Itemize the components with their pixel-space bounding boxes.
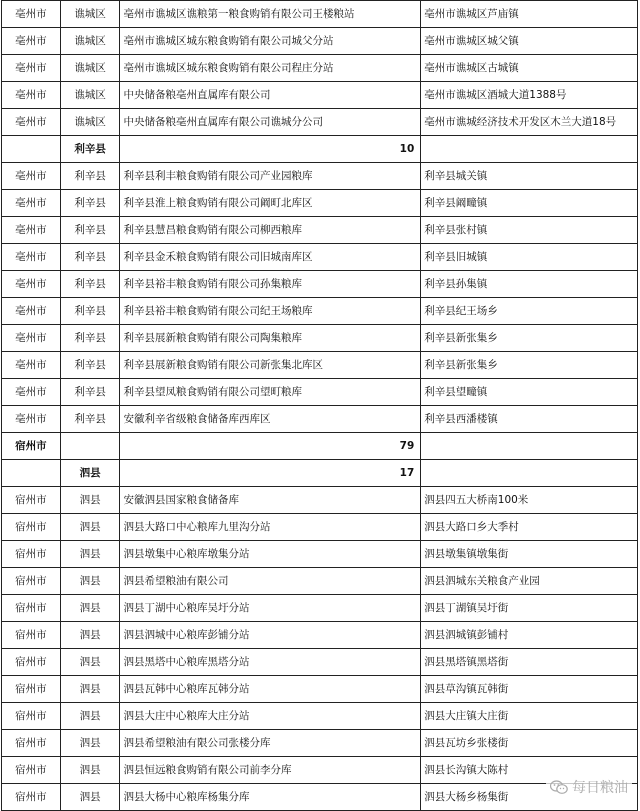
depot-name-cell: 泗县希望粮油有限公司	[120, 568, 421, 595]
depot-name-cell: 利辛县展新粮食购销有限公司陶集粮库	[120, 325, 421, 352]
county-cell: 利辛县	[60, 190, 120, 217]
county-cell: 利辛县	[60, 163, 120, 190]
watermark	[546, 776, 632, 798]
county-cell: 泗县	[60, 622, 120, 649]
depot-count-cell: 79	[120, 433, 421, 460]
table-row	[2, 1, 638, 28]
table-row	[2, 271, 638, 298]
depot-name-cell: 中央储备粮亳州直属库有限公司	[120, 82, 421, 109]
table-row	[2, 298, 638, 325]
grain-depot-table	[1, 0, 638, 811]
county-cell: 谯城区	[60, 1, 120, 28]
table-row	[2, 55, 638, 82]
city-cell: 宿州市	[2, 730, 61, 757]
depot-name-cell: 利辛县望凤粮食购销有限公司望町粮库	[120, 379, 421, 406]
address-cell: 利辛县孙集镇	[421, 271, 638, 298]
address-cell: 泗县丁湖镇吴圩街	[421, 595, 638, 622]
county-cell: 泗县	[60, 514, 120, 541]
depot-count-cell: 17	[120, 460, 421, 487]
address-cell: 利辛县张村镇	[421, 217, 638, 244]
address-cell: 利辛县阚疃镇	[421, 190, 638, 217]
watermark-text: 每日粮油	[572, 780, 628, 796]
county-cell: 泗县	[60, 730, 120, 757]
address-cell: 利辛县望疃镇	[421, 379, 638, 406]
address-cell: 利辛县纪王场乡	[421, 298, 638, 325]
city-subtotal-row	[2, 433, 638, 460]
table-row	[2, 622, 638, 649]
table-row	[2, 163, 638, 190]
city-cell: 宿州市	[2, 676, 61, 703]
city-cell: 亳州市	[2, 163, 61, 190]
county-cell: 泗县	[60, 541, 120, 568]
city-cell: 宿州市	[2, 541, 61, 568]
city-cell: 亳州市	[2, 190, 61, 217]
county-cell: 利辛县	[60, 379, 120, 406]
table-row	[2, 541, 638, 568]
depot-name-cell: 安徽利辛省级粮食储备库西库区	[120, 406, 421, 433]
address-cell: 泗县长沟镇大陈村	[421, 757, 638, 784]
depot-name-cell: 泗县黑塔中心粮库黑塔分站	[120, 649, 421, 676]
county-name-cell: 利辛县	[60, 136, 120, 163]
depot-name-cell: 泗县瓦韩中心粮库瓦韩分站	[120, 676, 421, 703]
county-cell: 利辛县	[60, 298, 120, 325]
city-cell: 亳州市	[2, 55, 61, 82]
table-row	[2, 757, 638, 784]
table-row	[2, 703, 638, 730]
table-row	[2, 487, 638, 514]
wechat-icon	[550, 780, 568, 795]
city-cell: 宿州市	[2, 568, 61, 595]
depot-name-cell: 泗县大庄中心粮库大庄分站	[120, 703, 421, 730]
city-cell: 亳州市	[2, 28, 61, 55]
table-row	[2, 28, 638, 55]
depot-name-cell: 泗县大杨中心粮库杨集分库	[120, 784, 421, 811]
city-cell: 宿州市	[2, 514, 61, 541]
county-cell: 泗县	[60, 757, 120, 784]
depot-name-cell: 泗县墩集中心粮库墩集分站	[120, 541, 421, 568]
table-row	[2, 190, 638, 217]
empty-cell	[60, 433, 120, 460]
table-row	[2, 379, 638, 406]
address-cell: 利辛县旧城镇	[421, 244, 638, 271]
address-cell: 泗县草沟镇瓦韩街	[421, 676, 638, 703]
address-cell: 泗县大庄镇大庄街	[421, 703, 638, 730]
empty-cell	[421, 136, 638, 163]
table-row	[2, 217, 638, 244]
city-cell: 亳州市	[2, 109, 61, 136]
table-row	[2, 676, 638, 703]
city-cell: 亳州市	[2, 325, 61, 352]
county-cell: 泗县	[60, 703, 120, 730]
address-cell: 亳州市谯城区古城镇	[421, 55, 638, 82]
county-cell: 泗县	[60, 595, 120, 622]
depot-count-cell: 10	[120, 136, 421, 163]
depot-name-cell: 利辛县展新粮食购销有限公司新张集北库区	[120, 352, 421, 379]
depot-name-cell: 利辛县裕丰粮食购销有限公司纪王场粮库	[120, 298, 421, 325]
county-cell: 泗县	[60, 568, 120, 595]
table-row	[2, 325, 638, 352]
table-row	[2, 730, 638, 757]
depot-name-cell: 安徽泗县国家粮食储备库	[120, 487, 421, 514]
county-name-cell: 泗县	[60, 460, 120, 487]
county-cell: 谯城区	[60, 109, 120, 136]
city-cell: 宿州市	[2, 649, 61, 676]
city-cell: 亳州市	[2, 406, 61, 433]
table-row	[2, 784, 638, 811]
table-row	[2, 82, 638, 109]
address-cell: 亳州市谯城区酒城大道1388号	[421, 82, 638, 109]
county-cell: 利辛县	[60, 244, 120, 271]
depot-name-cell: 利辛县金禾粮食购销有限公司旧城南库区	[120, 244, 421, 271]
table-body	[2, 1, 638, 811]
address-cell: 利辛县城关镇	[421, 163, 638, 190]
address-cell: 泗县四五大桥南100米	[421, 487, 638, 514]
county-cell: 利辛县	[60, 217, 120, 244]
table-row	[2, 514, 638, 541]
depot-name-cell: 泗县丁湖中心粮库吴圩分站	[120, 595, 421, 622]
table-row	[2, 649, 638, 676]
depot-name-cell: 利辛县裕丰粮食购销有限公司孙集粮库	[120, 271, 421, 298]
depot-name-cell: 利辛县淮上粮食购销有限公司阚町北库区	[120, 190, 421, 217]
address-cell: 泗县瓦坊乡张楼街	[421, 730, 638, 757]
address-cell: 泗县泗城东关粮食产业园	[421, 568, 638, 595]
depot-name-cell: 亳州市谯城区谯粮第一粮食购销有限公司王楼粮站	[120, 1, 421, 28]
county-cell: 利辛县	[60, 406, 120, 433]
county-cell: 泗县	[60, 676, 120, 703]
county-cell: 谯城区	[60, 82, 120, 109]
depot-name-cell: 亳州市谯城区城东粮食购销有限公司城父分站	[120, 28, 421, 55]
city-name-cell: 宿州市	[2, 433, 61, 460]
city-cell: 亳州市	[2, 1, 61, 28]
city-cell: 宿州市	[2, 622, 61, 649]
county-cell: 利辛县	[60, 325, 120, 352]
city-cell: 亳州市	[2, 244, 61, 271]
county-cell: 利辛县	[60, 271, 120, 298]
county-cell: 泗县	[60, 649, 120, 676]
county-cell: 泗县	[60, 784, 120, 811]
county-subtotal-row	[2, 460, 638, 487]
address-cell: 亳州市谯城区芦庙镇	[421, 1, 638, 28]
county-cell: 谯城区	[60, 28, 120, 55]
table-row	[2, 352, 638, 379]
address-cell: 泗县泗城镇彭铺村	[421, 622, 638, 649]
city-cell: 宿州市	[2, 703, 61, 730]
address-cell: 利辛县新张集乡	[421, 325, 638, 352]
empty-cell	[2, 136, 61, 163]
city-cell: 亳州市	[2, 82, 61, 109]
table-row	[2, 109, 638, 136]
table-row	[2, 406, 638, 433]
address-cell: 泗县墩集镇墩集街	[421, 541, 638, 568]
address-cell: 利辛县新张集乡	[421, 352, 638, 379]
city-cell: 亳州市	[2, 379, 61, 406]
county-cell: 利辛县	[60, 352, 120, 379]
city-cell: 亳州市	[2, 352, 61, 379]
county-cell: 谯城区	[60, 55, 120, 82]
empty-cell	[2, 460, 61, 487]
county-subtotal-row	[2, 136, 638, 163]
address-cell: 泗县黑塔镇黑塔街	[421, 649, 638, 676]
city-cell: 宿州市	[2, 784, 61, 811]
depot-name-cell: 泗县大路口中心粮库九里沟分站	[120, 514, 421, 541]
address-cell: 亳州市谯城区城父镇	[421, 28, 638, 55]
table-row	[2, 244, 638, 271]
depot-name-cell: 中央储备粮亳州直属库有限公司谯城分公司	[120, 109, 421, 136]
address-cell: 利辛县西潘楼镇	[421, 406, 638, 433]
empty-cell	[421, 433, 638, 460]
table-row	[2, 568, 638, 595]
city-cell: 亳州市	[2, 271, 61, 298]
depot-name-cell: 亳州市谯城区城东粮食购销有限公司程庄分站	[120, 55, 421, 82]
county-cell: 泗县	[60, 487, 120, 514]
city-cell: 亳州市	[2, 217, 61, 244]
depot-name-cell: 利辛县利丰粮食购销有限公司产业园粮库	[120, 163, 421, 190]
address-cell: 亳州市谯城经济技术开发区木兰大道18号	[421, 109, 638, 136]
depot-name-cell: 泗县泗城中心粮库彭铺分站	[120, 622, 421, 649]
address-cell: 泗县大路口乡大季村	[421, 514, 638, 541]
depot-name-cell: 泗县希望粮油有限公司张楼分库	[120, 730, 421, 757]
depot-name-cell: 泗县恒远粮食购销有限公司前李分库	[120, 757, 421, 784]
city-cell: 宿州市	[2, 757, 61, 784]
table-row	[2, 595, 638, 622]
address-cell: 泗县大杨乡杨集街	[421, 784, 638, 811]
depot-name-cell: 利辛县慧昌粮食购销有限公司柳西粮库	[120, 217, 421, 244]
city-cell: 宿州市	[2, 487, 61, 514]
empty-cell	[421, 460, 638, 487]
city-cell: 亳州市	[2, 298, 61, 325]
city-cell: 宿州市	[2, 595, 61, 622]
